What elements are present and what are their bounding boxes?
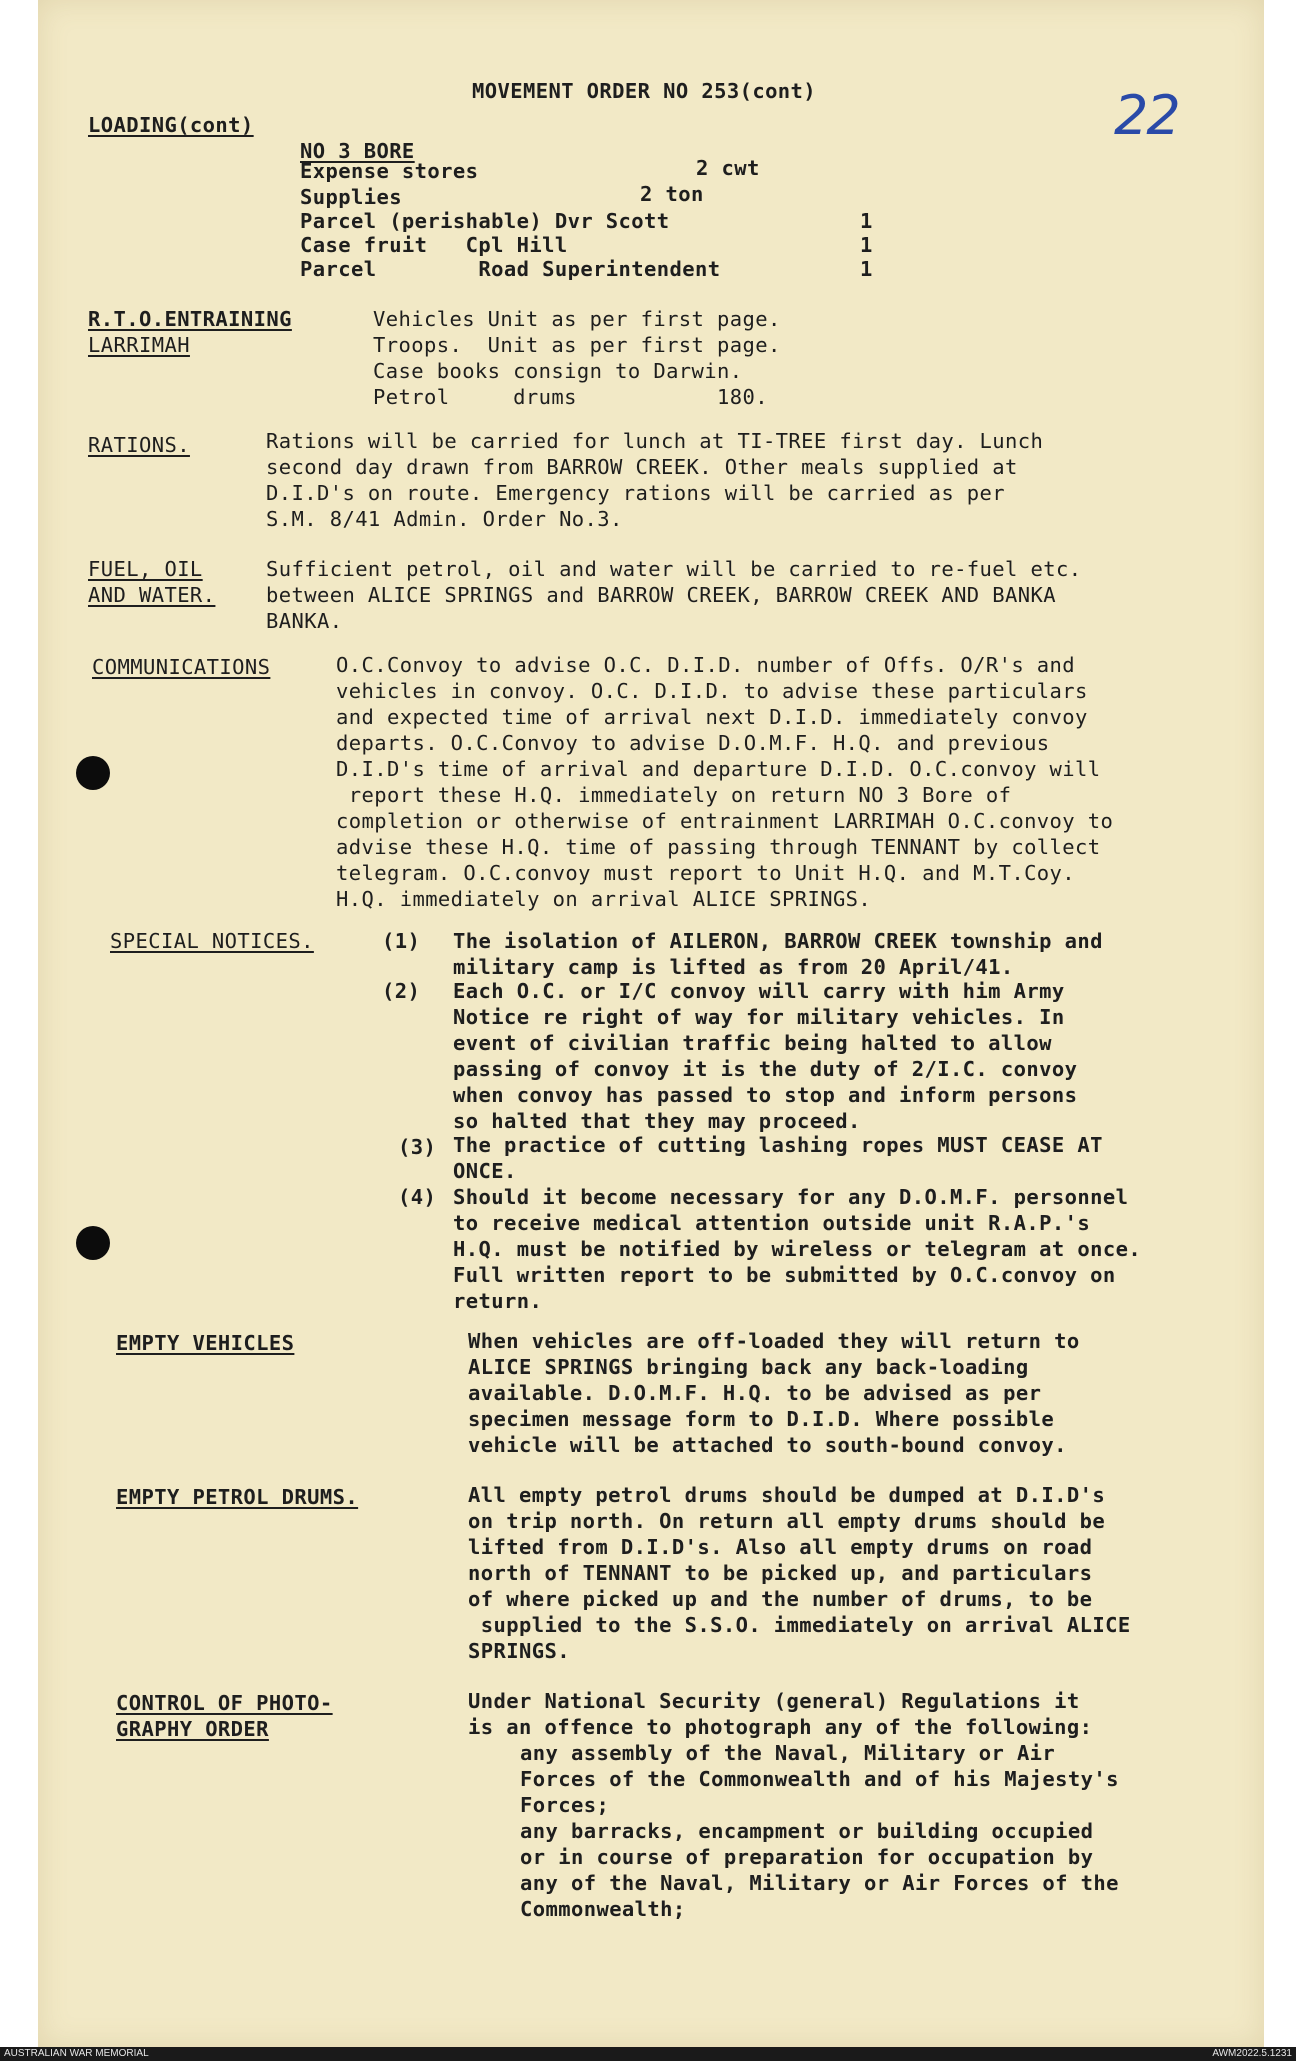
photography-list [520, 1740, 1119, 1922]
special-notices-heading: SPECIAL NOTICES. [110, 929, 314, 953]
empty-vehicles-line: ALICE SPRINGS bringing back any back-loading [468, 1355, 1029, 1379]
photography-line: any barracks, encampment or building occupied [520, 1819, 1094, 1843]
rations-line: S.M. 8/41 Admin. Order No.3. [266, 507, 623, 531]
fuel-heading-line: FUEL, OIL [88, 557, 203, 581]
loading-row-qty: 1 [860, 209, 873, 233]
photography-heading [116, 1690, 333, 1742]
empty-vehicles-line: available. D.O.M.F. H.Q. to be advised as per [468, 1381, 1042, 1405]
empty-drums-body [468, 1482, 1131, 1664]
empty-vehicles-line: vehicle will be attached to south-bound convoy. [468, 1433, 1067, 1457]
fuel-line: Sufficient petrol, oil and water will be carried to re-fuel etc. [266, 557, 1082, 581]
communications-line: and expected time of arrival next D.I.D. immediately convoy [336, 705, 1088, 729]
photography-heading-line: GRAPHY ORDER [116, 1717, 269, 1741]
empty-drums-line: on trip north. On return all empty drums should be [468, 1509, 1106, 1533]
notice-line: ONCE. [453, 1159, 517, 1183]
notice-number: (4) [398, 1185, 437, 1209]
loading-row-qty: 1 [860, 233, 873, 257]
empty-drums-line: of where picked up and the number of drums, to be [468, 1587, 1093, 1611]
notice-line: event of civilian traffic being halted to allow [453, 1031, 1052, 1055]
rto-heading-line: R.T.O.ENTRAINING [88, 307, 292, 331]
photography-lead-line: Under National Security (general) Regulations it [468, 1689, 1080, 1713]
notice-item [453, 1184, 1141, 1314]
fuel-line: BANKA. [266, 609, 343, 633]
photography-line: Forces; [520, 1793, 610, 1817]
fuel-heading [88, 556, 215, 608]
rto-heading [88, 306, 292, 358]
rations-line: D.I.D's on route. Emergency rations will be carried as per [266, 481, 1006, 505]
notice-line: when convoy has passed to stop and inform persons [453, 1083, 1078, 1107]
notice-number: (1) [382, 929, 421, 953]
fuel-body [266, 556, 1082, 634]
loading-row-detail: 2 ton [640, 182, 704, 206]
communications-line: advise these H.Q. time of passing through TENNANT by collect [336, 835, 1101, 859]
loading-row-item: Supplies [300, 185, 402, 209]
notice-line: H.Q. must be notified by wireless or telegram at once. [453, 1237, 1142, 1261]
notice-number: (3) [398, 1135, 437, 1159]
photography-line: Forces of the Commonwealth and of his Majesty's [520, 1767, 1119, 1791]
paper-sheet [38, 0, 1264, 2047]
notice-line: military camp is lifted as from 20 April/41. [453, 955, 1014, 979]
rto-heading-line: LARRIMAH [88, 333, 190, 357]
notice-line: passing of convoy it is the duty of 2/I.C. convoy [453, 1057, 1078, 1081]
empty-drums-heading: EMPTY PETROL DRUMS. [116, 1485, 359, 1509]
notice-line: to receive medical attention outside unit R.A.P.'s [453, 1211, 1091, 1235]
loading-subheading: NO 3 BORE [300, 139, 415, 163]
notice-item [453, 978, 1077, 1134]
notice-line: Notice re right of way for military vehicles. In [453, 1005, 1065, 1029]
loading-row-item: Case fruit Cpl Hill [300, 233, 568, 257]
rations-line: Rations will be carried for lunch at TI-TREE first day. Lunch [266, 429, 1044, 453]
photography-heading-line: CONTROL OF PHOTO- [116, 1691, 333, 1715]
rto-line: Case books consign to Darwin. [373, 359, 743, 383]
photography-line: any assembly of the Naval, Military or Air [520, 1741, 1056, 1765]
empty-drums-line: supplied to the S.S.O. immediately on arrival ALICE [468, 1613, 1131, 1637]
notice-line: return. [453, 1289, 543, 1313]
photography-lead-line: is an offence to photograph any of the following: [468, 1715, 1093, 1739]
photography-line: or in course of preparation for occupation by [520, 1845, 1094, 1869]
photography-lead [468, 1688, 1092, 1740]
communications-body [336, 652, 1113, 912]
notice-line: Each O.C. or I/C convoy will carry with him Army [453, 979, 1065, 1003]
rto-line: Vehicles Unit as per first page. [373, 307, 781, 331]
notice-item [453, 1132, 1103, 1184]
rations-line: second day drawn from BARROW CREEK. Other meals supplied at [266, 455, 1018, 479]
notice-line: The isolation of AILERON, BARROW CREEK township and [453, 929, 1103, 953]
communications-line: completion or otherwise of entrainment LARRIMAH O.C.convoy to [336, 809, 1114, 833]
communications-line: H.Q. immediately on arrival ALICE SPRINGS. [336, 887, 872, 911]
notice-number: (2) [382, 979, 421, 1003]
photography-line: any of the Naval, Military or Air Forces of the [520, 1871, 1119, 1895]
notice-line: Should it become necessary for any D.O.M.F. personnel [453, 1185, 1129, 1209]
rations-heading: RATIONS. [88, 433, 190, 457]
communications-line: D.I.D's time of arrival and departure D.I.D. O.C.convoy will [336, 757, 1101, 781]
communications-line: departs. O.C.Convoy to advise D.O.M.F. H.Q. and previous [336, 731, 1050, 755]
loading-row-item: Expense stores [300, 159, 479, 183]
empty-vehicles-body [468, 1328, 1080, 1458]
empty-drums-line: All empty petrol drums should be dumped at D.I.D's [468, 1483, 1106, 1507]
empty-drums-line: SPRINGS. [468, 1639, 570, 1663]
rations-body [266, 428, 1043, 532]
photography-line: Commonwealth; [520, 1897, 686, 1921]
notice-line: Full written report to be submitted by O.C.convoy on [453, 1263, 1116, 1287]
empty-drums-line: lifted from D.I.D's. Also all empty drums on road [468, 1535, 1093, 1559]
rto-line: Troops. Unit as per first page. [373, 333, 781, 357]
loading-heading: LOADING(cont) [88, 113, 254, 137]
rto-body [373, 306, 781, 410]
communications-line: O.C.Convoy to advise O.C. D.I.D. number of Offs. O/R's and [336, 653, 1076, 677]
document-title: MOVEMENT ORDER NO 253(cont) [472, 79, 817, 103]
communications-line: vehicles in convoy. O.C. D.I.D. to advise these particulars [336, 679, 1088, 703]
empty-vehicles-line: When vehicles are off-loaded they will return to [468, 1329, 1080, 1353]
loading-row-detail: 2 cwt [696, 156, 760, 180]
communications-line: report these H.Q. immediately on return NO 3 Bore of [336, 783, 1012, 807]
handwritten-page-number: 22 [1114, 84, 1179, 147]
punch-hole-upper [76, 756, 110, 790]
fuel-line: between ALICE SPRINGS and BARROW CREEK, BARROW CREEK AND BANKA [266, 583, 1057, 607]
footer-institution: AUSTRALIAN WAR MEMORIAL [4, 2048, 149, 2059]
rto-line: Petrol drums 180. [373, 385, 769, 409]
archive-footer [0, 2047, 1296, 2061]
empty-vehicles-line: specimen message form to D.I.D. Where possible [468, 1407, 1055, 1431]
footer-reference: AWM2022.5.1231 [1212, 2048, 1292, 2059]
loading-row-item: Parcel (perishable) Dvr Scott [300, 209, 670, 233]
loading-row-qty: 1 [860, 257, 873, 281]
communications-heading: COMMUNICATIONS [92, 655, 271, 679]
notice-line: The practice of cutting lashing ropes MUST CEASE AT [453, 1133, 1103, 1157]
notice-item [453, 928, 1103, 980]
notice-line: so halted that they may proceed. [453, 1109, 861, 1133]
empty-vehicles-heading: EMPTY VEHICLES [116, 1331, 295, 1355]
loading-row-item: Parcel Road Superintendent [300, 257, 721, 281]
fuel-heading-line: AND WATER. [88, 583, 216, 607]
empty-drums-line: north of TENNANT to be picked up, and particulars [468, 1561, 1093, 1585]
punch-hole-lower [76, 1226, 110, 1260]
communications-line: telegram. O.C.convoy must report to Unit H.Q. and M.T.Coy. [336, 861, 1076, 885]
